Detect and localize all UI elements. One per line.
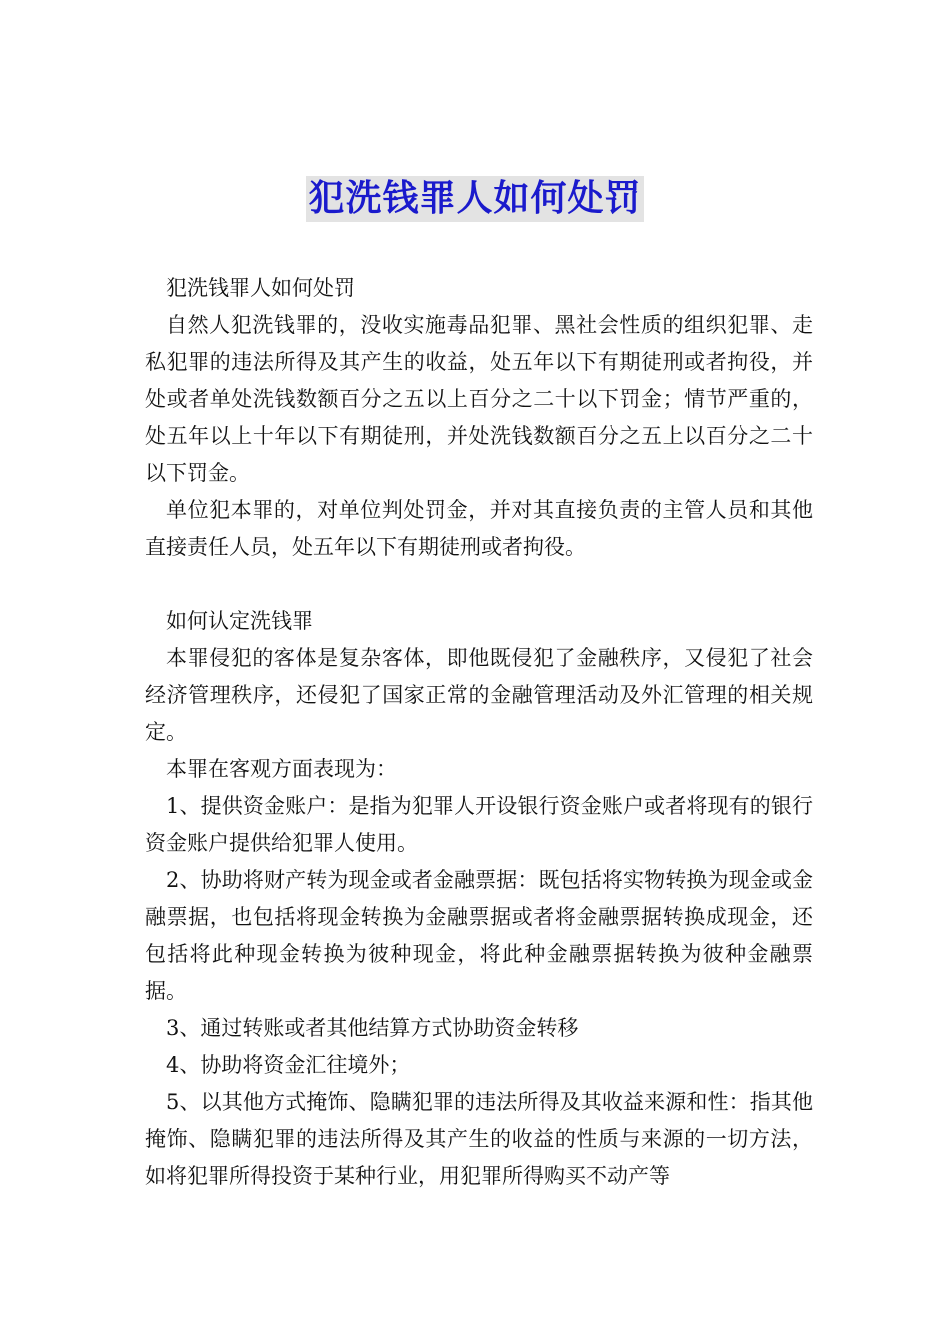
section-heading-identification: 如何认定洗钱罪 [166, 609, 313, 633]
paragraph-unit-penalty: 单位犯本罪的，对单位判处罚金，并对其直接负责的主管人员和其他直接责任人员，处五年以下有期徒刑或者拘役。 [145, 498, 813, 559]
document-body [145, 270, 813, 1195]
list-item-1: 1、提供资金账户：是指为犯罪人开设银行资金账户或者将现有的银行资金账户提供给犯罪人使用。 [145, 794, 813, 855]
paragraph-objective-intro: 本罪在客观方面表现为： [166, 757, 397, 781]
section-heading-penalty: 犯洗钱罪人如何处罚 [166, 276, 355, 300]
paragraph-spacer [145, 566, 813, 603]
paragraph-object: 本罪侵犯的客体是复杂客体，即他既侵犯了金融秩序，又侵犯了社会经济管理秩序，还侵犯了国家正常的金融管理活动及外汇管理的相关规定。 [145, 646, 813, 744]
list-item-2: 2、协助将财产转为现金或者金融票据：既包括将实物转换为现金或金融票据，也包括将现金转换为金融票据或者将金融票据转换成现金，还包括将此种现金转换为彼种现金，将此种金融票据转换为彼种金融票据。 [145, 868, 813, 1003]
paragraph-individual-penalty: 自然人犯洗钱罪的，没收实施毒品犯罪、黑社会性质的组织犯罪、走私犯罪的违法所得及其产生的收益，处五年以下有期徒刑或者拘役，并处或者单处洗钱数额百分之五以上百分之二十以下罚金；情节严重的，处五年以上十年以下有期徒刑，并处洗钱数额百分之五上以百分之二十以下罚金。 [145, 313, 813, 485]
list-item-4: 4、协助将资金汇往境外； [166, 1053, 411, 1077]
document-title: 犯洗钱罪人如何处罚 [306, 176, 643, 222]
title-container [0, 176, 950, 222]
list-item-5: 5、以其他方式掩饰、隐瞒犯罪的违法所得及其收益来源和性：指其他掩饰、隐瞒犯罪的违法所得及其产生的收益的性质与来源的一切方法，如将犯罪所得投资于某种行业，用犯罪所得购买不动产等 [145, 1090, 813, 1188]
list-item-3: 3、通过转账或者其他结算方式协助资金转移 [166, 1016, 579, 1040]
